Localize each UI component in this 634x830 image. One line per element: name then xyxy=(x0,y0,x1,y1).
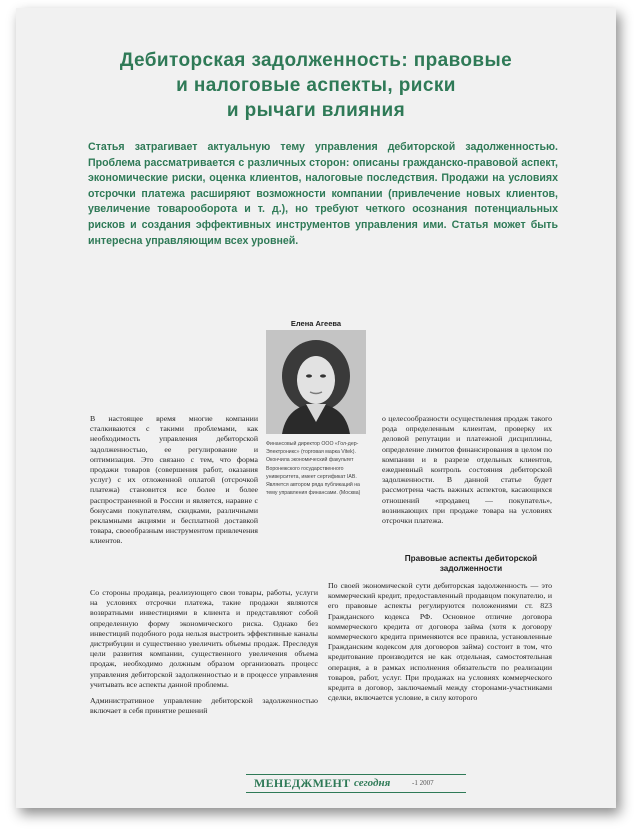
paragraph: В настоящее время многие компании сталкиваются с такими проблемами, как необходимость управления дебиторской задолженностью, ее регулирование и оптимизация. Это связано с тем, что форма продажи товаров (совершения работ, оказания услуг) с их отложенной оплатой (отсрочкой платежа) становится все более и более распространенной в России и является, наравне с бонусами покупателям, скидками, различными рекламными акциями и бесплатной доставкой товара, своеобразным инструментом привлечения клиентов. xyxy=(90,414,258,546)
magazine-page xyxy=(16,8,616,808)
footer-rule-top xyxy=(246,774,466,775)
paragraph: о целесообразности осуществления продаж такого рода определенным клиентам, проверку их деловой репутации и платежной дисциплины, определение лимитов финансирования в целом по компании и в разрезе отдельных клиентов, ежедневный контроль состояния дебиторской задолженности. В данной статье будет рассмотрена часть важных аспектов, касающихся отношений «продавец — покупатель», возникающих при продаже товара на условиях отсрочки платежа. xyxy=(382,414,552,526)
footer-rule-bottom xyxy=(246,792,466,793)
paragraph: Административное управление дебиторской задолженностью включает в себя принятие решений xyxy=(90,696,318,716)
magazine-name: МЕНЕДЖМЕНТ xyxy=(254,776,351,790)
author-name: Елена Агеева xyxy=(290,319,342,328)
page-footer xyxy=(246,774,466,794)
issue-number: -1 2007 xyxy=(412,779,434,787)
article-title xyxy=(76,48,556,123)
title-line-3: и рычаги влияния xyxy=(226,100,406,121)
column-3 xyxy=(382,414,552,532)
article-lead: Статья затрагивает актуальную тему управления дебиторской задолженностью. Проблема рассматривается с различных сторон: описаны гражданско-правовой аспект, экономические риски, оценка клиентов, налоговые последствия. Продажи на условиях отсрочки платежа расширяют возможности компании (привлечение новых клиентов, увеличение товарооборота и т. д.), но требуют четкого осознания потенциальных рисков и создания эффективных инструментов управления ими. Статья может быть интересна управляющим всех уровней. xyxy=(88,141,558,247)
author-block xyxy=(266,330,366,530)
column-2 xyxy=(90,588,318,722)
column-1 xyxy=(90,414,258,553)
author-caption: Финансовый директор ООО «Гол-дер-Электроникс» (торговая марка Vitek). Окончила экономический факультет Воронежского государственного университета, имеет сертификат IAB. Является автором ряда публикаций на тему управления финансами. (Москва) xyxy=(266,441,361,497)
section-heading: Правовые аспекты дебиторской задолженности xyxy=(404,554,538,573)
paragraph: По своей экономической сути дебиторская задолженность — это коммерческий кредит, предоставленный продавцом покупателю, и его правовые аспекты регулируются положениями ст. 823 Гражданского кодекса РФ. Основное отличие договора коммерческого кредита от договора займа (хотя к договору коммерческого кредита применяются все правила, установленные Гражданским кодексом для договоров займа) состоит в том, что кредитование производится не как отдельная, самостоятельная операция, а в рамках исполнения обязательств по реализации товаров, работ, услуг. При продажах на условиях коммерческого кредита в договор, заключаемый между сторонами-участниками сделки, включается условие, в силу которого xyxy=(328,581,552,703)
magazine-name-suffix: сегодня xyxy=(354,777,391,789)
author-photo xyxy=(266,330,366,434)
paragraph: Со стороны продавца, реализующего свои товары, работы, услуги на условиях отсрочки платежа, такие продажи являются возвратными инвестициями в клиента и представляют собой определенную форму экономического риска. Однако без инвестиций подобного рода нельзя выстроить эффективные каналы дистрибуции и существенно увеличить объемы продаж. Преследуя цели развития компании, существенного увеличения объема продаж, необходимо должным образом организовать процесс управления дебиторской задолженностью и в процессе управления учитывать все аспекты данной проблемы. xyxy=(90,588,318,689)
title-line-2: и налоговые аспекты, риски xyxy=(176,75,456,96)
column-4 xyxy=(328,581,552,709)
title-line-1: Дебиторская задолженность: правовые xyxy=(119,50,513,71)
